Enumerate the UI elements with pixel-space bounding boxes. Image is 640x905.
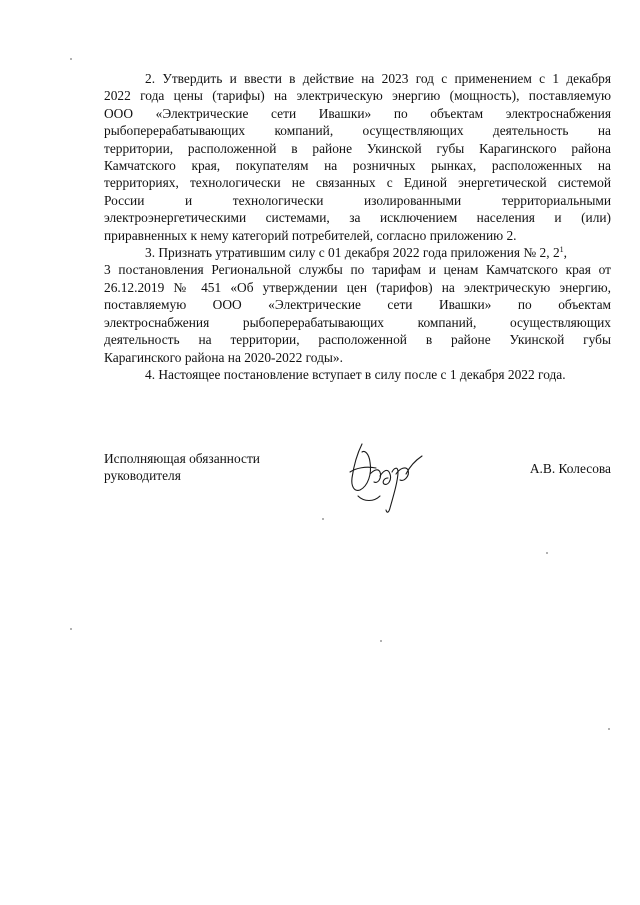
signature-block	[104, 450, 611, 520]
handwritten-signature	[340, 438, 426, 516]
text-line: ООО «Электрические сети Ивашки» по объектам электроснабжения	[104, 105, 611, 121]
signer-position-line: Исполняющая обязанности	[104, 451, 260, 466]
superscript: 1	[559, 245, 564, 255]
text-line: приравненных к нему категорий потребителей, согласно приложению 2.	[104, 227, 517, 243]
text-line: территории, расположенной в районе Укинской губы Карагинского района	[104, 140, 611, 156]
text-line: 4. Настоящее постановление вступает в силу после с 1 декабря 2022 года.	[145, 366, 566, 382]
text-line: деятельность на территории, расположенной в районе Укинской губы	[104, 332, 611, 348]
text-line: России и технологически изолированными территориальными	[104, 192, 611, 208]
signer-position	[104, 450, 304, 485]
scan-speck	[608, 728, 610, 730]
paragraph-2	[104, 70, 611, 244]
paragraph-4	[104, 366, 611, 383]
document-body	[104, 70, 611, 383]
text-line: рыбоперерабатывающих компаний, осуществляющих деятельность на	[104, 123, 611, 139]
text-line: территориях, технологически не связанных с Единой энергетической системой	[104, 175, 611, 191]
paragraph-3	[104, 244, 611, 366]
text-line: 2022 года цены (тарифы) на электрическую энергию (мощность), поставляемую	[104, 88, 611, 104]
scan-speck	[70, 58, 72, 60]
signer-name: А.В. Колесова	[529, 461, 611, 476]
scan-speck	[380, 640, 382, 642]
text-line: 2. Утвердить и ввести в действие на 2023 год с применением с 1 декабря	[145, 71, 611, 86]
text-line: электроснабжения рыбоперерабатывающих компаний, осуществляющих	[104, 314, 611, 330]
text-line: 3 постановления Региональной службы по тарифам и ценам Камчатского края от	[104, 262, 611, 278]
scan-speck	[70, 628, 72, 630]
scan-speck	[322, 518, 324, 520]
text-line: электроэнергетическими системами, за исключением населения и (или)	[104, 210, 611, 226]
text-line: поставляемую ООО «Электрические сети Ивашки» по объектам	[104, 297, 611, 313]
signer-position-line: руководителя	[104, 468, 181, 484]
text-line: 26.12.2019 № 451 «Об утверждении цен (тарифов) на электрическую энергию,	[104, 279, 611, 295]
superscript-suffix: ,	[563, 245, 568, 261]
text-line-main: 3. Признать утратившим силу с 01 декабря 2022 года приложения № 2, 2	[145, 245, 560, 261]
text-line	[104, 244, 611, 261]
scan-speck	[546, 552, 548, 554]
text-line: Карагинского района на 2020-2022 годы».	[104, 349, 343, 365]
text-line: Камчатского края, покупателям на розничных рынках, расположенных на	[104, 158, 611, 174]
